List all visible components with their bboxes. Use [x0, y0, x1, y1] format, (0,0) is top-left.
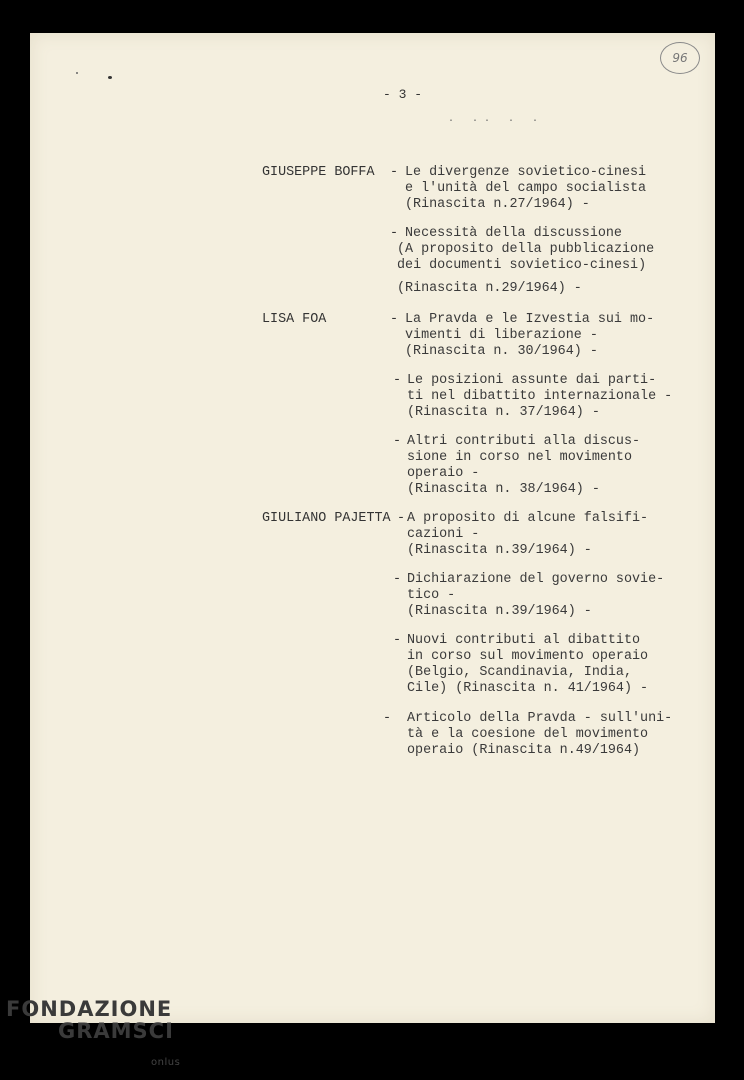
stray-marks: · ·· · · [448, 116, 545, 127]
bibliography-item [407, 711, 672, 759]
item-line: e l'unità del campo socialista [405, 181, 647, 196]
item-dash: - [393, 434, 402, 449]
item-dash: - [393, 373, 402, 388]
bibliography-item [407, 511, 648, 559]
item-line: A proposito di alcune falsifi- [407, 511, 649, 526]
item-line: vimenti di liberazione - [405, 328, 598, 343]
item-line: (Rinascita n.39/1964) - [407, 604, 592, 619]
item-dash: - [393, 572, 402, 587]
item-line: dei documenti sovietico-cinesi) [397, 258, 647, 273]
author-name: LISA FOA [262, 312, 327, 327]
item-dash: - [393, 633, 402, 648]
page-number: - 3 - [383, 87, 423, 102]
watermark-line2: GRAMSCI [58, 1019, 174, 1043]
author-name: GIULIANO PAJETTA [262, 511, 391, 526]
archive-number-stamp: 96 [660, 42, 700, 74]
bibliography-item [407, 373, 672, 421]
bibliography-item [397, 226, 654, 297]
item-line: sione in corso nel movimento [407, 450, 632, 465]
bibliography-item [407, 633, 648, 697]
item-line: (Rinascita n.29/1964) - [397, 281, 582, 296]
item-line: ti nel dibattito internazionale - [407, 389, 673, 404]
ink-speck [76, 72, 78, 74]
item-line: Le posizioni assunte dai parti- [407, 373, 657, 388]
item-line: Articolo della Pravda - sull'uni- [407, 711, 673, 726]
watermark-sub: onlus [151, 1057, 181, 1068]
item-line: (Rinascita n. 30/1964) - [405, 344, 598, 359]
bibliography-item [407, 572, 664, 620]
item-line: (Rinascita n.39/1964) - [407, 543, 592, 558]
item-line: in corso sul movimento operaio [407, 649, 649, 664]
item-line: (Rinascita n. 37/1964) - [407, 405, 600, 420]
item-line: La Pravda e le Izvestia sui mo- [405, 312, 655, 327]
ink-speck [108, 76, 112, 79]
item-dash: - [397, 511, 406, 526]
foundation-watermark [6, 997, 181, 1068]
item-line: (Rinascita n. 38/1964) - [407, 482, 600, 497]
item-line: (Belgio, Scandinavia, India, [407, 665, 632, 680]
item-dash: - [390, 165, 399, 180]
bibliography-item [407, 434, 640, 498]
bibliography-item [405, 165, 646, 213]
item-line: tà e la coesione del movimento [407, 727, 649, 742]
item-line: (A proposito della pubblicazione [397, 242, 655, 257]
item-dash: - [390, 312, 399, 327]
item-line: Le divergenze sovietico-cinesi [405, 165, 647, 180]
item-line: Altri contributi alla discus- [407, 434, 641, 449]
item-line: Dichiarazione del governo sovie- [407, 572, 665, 587]
item-line: Necessità della discussione [405, 226, 622, 241]
item-line: operaio (Rinascita n.49/1964) [407, 743, 641, 758]
item-line: Nuovi contributi al dibattito [407, 633, 641, 648]
item-line [397, 274, 654, 281]
item-dash: - [383, 711, 392, 726]
item-line: cazioni - [407, 527, 480, 542]
item-line: operaio - [407, 466, 480, 481]
bibliography-item [405, 312, 654, 360]
author-name: GIUSEPPE BOFFA [262, 165, 375, 180]
item-line: tico - [407, 588, 456, 603]
item-line: Cile) (Rinascita n. 41/1964) - [407, 681, 649, 696]
item-dash: - [390, 226, 399, 241]
watermark-line1: FONDAZIONE [6, 997, 173, 1021]
item-line: (Rinascita n.27/1964) - [405, 197, 590, 212]
